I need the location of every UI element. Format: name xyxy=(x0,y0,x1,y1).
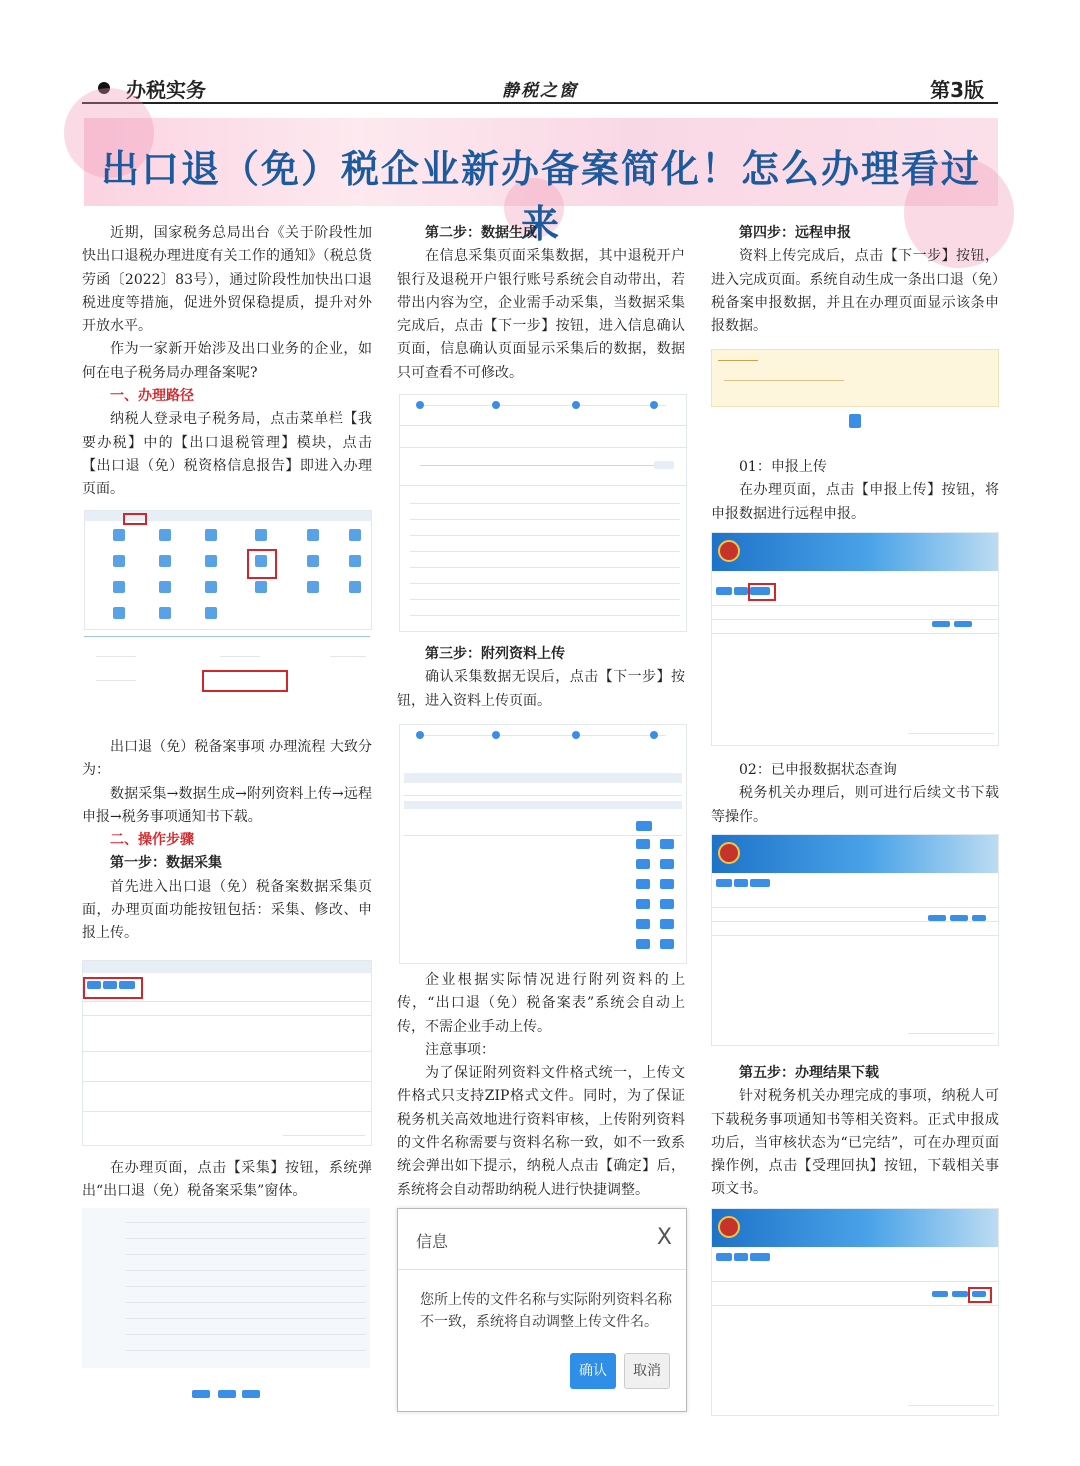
tax-emblem-icon xyxy=(718,1216,740,1238)
menu-screenshot xyxy=(84,510,372,630)
paragraph: 为了保证附列资料文件格式统一，上传文件格式只支持ZIP格式文件。同时，为了保证税务机关高效地进行资料审核，上传附列资料的文件名称需要与资料名称一致，如不一致系统会弹出如下提示，纳税人点击【确定】后，系统将会自动帮助纳税人进行快捷调整。 xyxy=(397,1065,685,1198)
submenu-screenshot xyxy=(84,632,370,694)
paragraph: 注意事项： xyxy=(425,1041,495,1058)
tax-emblem-icon xyxy=(718,540,740,562)
download-screenshot xyxy=(711,1208,999,1416)
collection-screenshot xyxy=(82,960,372,1146)
column-1-bottom xyxy=(82,1157,372,1204)
paragraph: 近期，国家税务总局出台《关于阶段性加快出口退税办理进度有关工作的通知》（税总货劳函〔2022〕83号），通过阶段性加快出口退税进度等措施，促进外贸保稳提质，提升对外开放水平。 xyxy=(82,225,372,335)
column-1-lower xyxy=(82,736,372,946)
divider xyxy=(398,1269,686,1270)
data-generation-screenshot xyxy=(399,394,687,632)
cancel-button[interactable]: 取消 xyxy=(624,1353,670,1389)
paragraph: 作为一家新开始涉及出口业务的企业，如何在电子税务局办理备案呢? xyxy=(82,341,372,381)
section-name: 办税实务 xyxy=(126,78,206,102)
column-2-lower xyxy=(397,969,685,1202)
paragraph: 数据采集→数据生成→附列资料上传→远程申报→税务事项通知书下载。 xyxy=(82,785,372,825)
page-header xyxy=(82,72,998,104)
paragraph: 企业根据实际情况进行附列资料的上传，“出口退（免）税备案表”系统会自动上传，不需企业手动上传。 xyxy=(397,972,685,1035)
column-2-middle xyxy=(397,643,685,713)
paragraph: 出口退（免）税备案事项 办理流程 大致分为： xyxy=(82,739,372,779)
step-heading: 第五步：办理结果下载 xyxy=(739,1065,879,1081)
completion-notice xyxy=(711,349,999,407)
collection-form-screenshot xyxy=(82,1208,370,1408)
column-1 xyxy=(82,222,372,502)
paragraph: 在办理页面，点击【采集】按钮，系统弹出“出口退（免）税备案采集”窗体。 xyxy=(82,1160,372,1200)
step-heading: 第四步：远程申报 xyxy=(739,225,851,241)
paper-name: 静税之窗 xyxy=(502,81,578,101)
mismatch-dialog xyxy=(397,1208,687,1412)
tax-emblem-icon xyxy=(718,842,740,864)
paragraph: 首先进入出口退（免）税备案数据采集页面，办理页面功能按钮包括：采集、修改、申报上传。 xyxy=(82,878,372,942)
column-3-lower xyxy=(711,1062,999,1202)
paragraph: 纳税人登录电子税务局，点击菜单栏【我要办税】中的【出口退税管理】模块，点击【出口退（免）税资格信息报告】即进入办理页面。 xyxy=(82,411,372,498)
section-heading: 二、操作步骤 xyxy=(110,832,194,849)
step-heading: 第二步：数据生成 xyxy=(425,225,537,241)
edition-number: 第3版 xyxy=(930,78,984,102)
declare-upload-screenshot xyxy=(711,532,999,746)
substep-heading: 02：已申报数据状态查询 xyxy=(739,762,897,778)
column-3 xyxy=(711,222,999,338)
step-heading: 第三步：附列资料上传 xyxy=(425,646,565,662)
article-title: 出口退（免）税企业新办备案简化！怎么办理看过来 xyxy=(100,147,981,246)
section-heading: 一、办理路径 xyxy=(110,388,194,405)
paragraph: 在信息采集页面采集数据，其中退税开户银行及退税开户银行账号系统会自动带出，若带出内容为空，企业需手动采集，当数据采集完成后，点击【下一步】按钮，进入信息确认页面，信息确认页面显示采集后的数据，数据只可查看不可修改。 xyxy=(397,248,685,381)
column-3-s01 xyxy=(711,456,999,526)
finish-button[interactable] xyxy=(849,414,861,428)
dialog-title: 信息 xyxy=(416,1232,449,1251)
paragraph: 针对税务机关办理完成的事项，纳税人可下载税务事项通知书等相关资料。正式申报成功后，当审核状态为“已完结”，可在办理页面操作例，点击【受理回执】按钮，下载相关事项文书。 xyxy=(711,1088,999,1198)
close-icon[interactable]: X xyxy=(656,1225,672,1250)
upload-screenshot xyxy=(399,724,687,964)
paragraph: 税务机关办理后，则可进行后续文书下载等操作。 xyxy=(711,785,999,825)
status-query-screenshot xyxy=(711,834,999,1046)
substep-heading: 01：申报上传 xyxy=(739,459,827,475)
step-heading: 第一步：数据采集 xyxy=(110,855,222,872)
paragraph: 确认采集数据无误后，点击【下一步】按钮，进入资料上传页面。 xyxy=(397,669,685,709)
paragraph: 资料上传完成后，点击【下一步】按钮，进入完成页面。系统自动生成一条出口退（免）税备案申报数据，并且在办理页面显示该条申报数据。 xyxy=(711,248,999,335)
confirm-button[interactable]: 确认 xyxy=(570,1353,616,1389)
paragraph: 在办理页面，点击【申报上传】按钮，将申报数据进行远程申报。 xyxy=(711,482,999,522)
column-3-s02 xyxy=(711,759,999,829)
column-2 xyxy=(397,222,685,385)
dialog-message: 您所上传的文件名称与实际附列资料名称不一致，系统将自动调整上传文件名。 xyxy=(420,1292,672,1330)
